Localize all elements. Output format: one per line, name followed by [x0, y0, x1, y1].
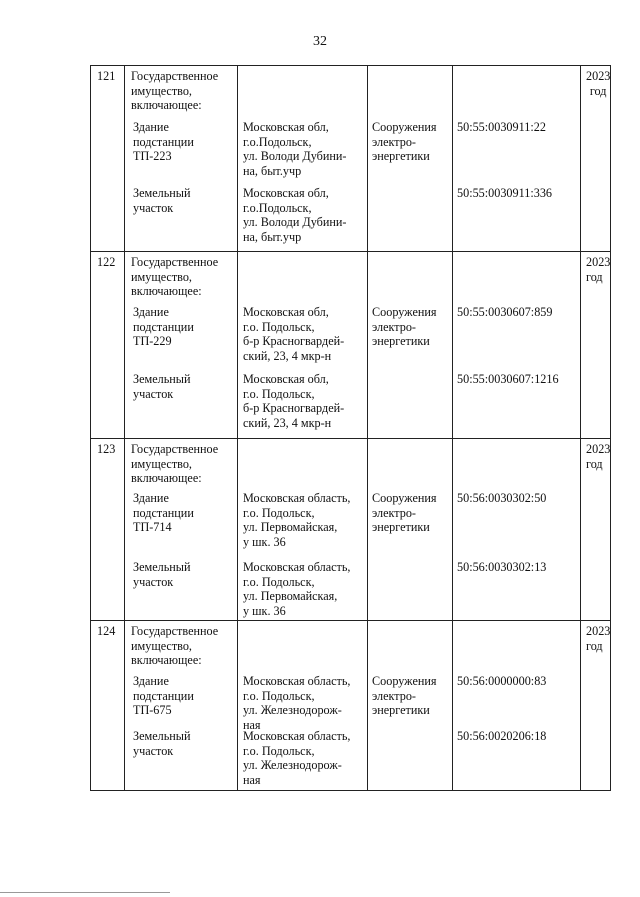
property-table [90, 65, 611, 791]
year-cell: 2023 год [586, 624, 611, 653]
table-row [90, 251, 611, 438]
page-edge-line [0, 892, 170, 893]
year-cell: 2023 год [586, 442, 611, 471]
item-cadastral: 50:56:0000000:83 [457, 674, 547, 688]
item-address: Московская область, г.о. Подольск, ул. Железнодорож- ная [243, 729, 351, 787]
item-name: Земельный участок [133, 729, 191, 758]
item-name: Здание подстанции ТП-675 [133, 674, 194, 718]
item-name: Здание подстанции ТП-714 [133, 491, 194, 535]
item-cadastral: 50:56:0030302:50 [457, 491, 547, 505]
item-cadastral: 50:56:0030302:13 [457, 560, 547, 574]
item-purpose: Сооружения электро- энергетики [372, 120, 437, 164]
item-cadastral: 50:55:0030607:1216 [457, 372, 559, 386]
table-row [90, 438, 611, 620]
item-address: Московская обл, г.о. Подольск, б-р Красногвардей- ский, 23, 4 мкр-н [243, 372, 345, 430]
item-purpose: Сооружения электро- энергетики [372, 674, 437, 718]
item-address: Московская область, г.о. Подольск, ул. Первомайская, у шк. 36 [243, 560, 351, 618]
row-number: 122 [97, 255, 116, 269]
table-row [90, 620, 611, 791]
item-address: Московская область, г.о. Подольск, ул. Железнодорож- ная [243, 674, 351, 732]
item-name: Земельный участок [133, 372, 191, 401]
item-purpose: Сооружения электро- энергетики [372, 305, 437, 349]
row-number: 121 [97, 69, 116, 83]
row-number: 124 [97, 624, 116, 638]
item-name: Здание подстанции ТП-229 [133, 305, 194, 349]
table-row [90, 65, 611, 251]
year-cell: 2023 год [586, 69, 611, 98]
item-cadastral: 50:55:0030911:336 [457, 186, 553, 200]
page-number: 32 [313, 34, 327, 49]
item-name: Земельный участок [133, 186, 191, 215]
item-address: Московская обл, г.о.Подольск, ул. Володи Дубини- на, быт.учр [243, 120, 347, 178]
item-purpose: Сооружения электро- энергетики [372, 491, 437, 535]
group-label: Государственное имущество, включающее: [131, 69, 219, 113]
group-label: Государственное имущество, включающее: [131, 442, 219, 486]
year-cell: 2023 год [586, 255, 611, 284]
group-label: Государственное имущество, включающее: [131, 255, 219, 299]
item-address: Московская обл, г.о. Подольск, б-р Красногвардей- ский, 23, 4 мкр-н [243, 305, 345, 363]
item-address: Московская область, г.о. Подольск, ул. Первомайская, у шк. 36 [243, 491, 351, 549]
item-address: Московская обл, г.о.Подольск, ул. Володи Дубини- на, быт.учр [243, 186, 347, 244]
row-number: 123 [97, 442, 116, 456]
item-name: Здание подстанции ТП-223 [133, 120, 194, 164]
item-cadastral: 50:55:0030911:22 [457, 120, 546, 134]
group-label: Государственное имущество, включающее: [131, 624, 219, 668]
item-name: Земельный участок [133, 560, 191, 589]
item-cadastral: 50:55:0030607:859 [457, 305, 553, 319]
item-cadastral: 50:56:0020206:18 [457, 729, 547, 743]
